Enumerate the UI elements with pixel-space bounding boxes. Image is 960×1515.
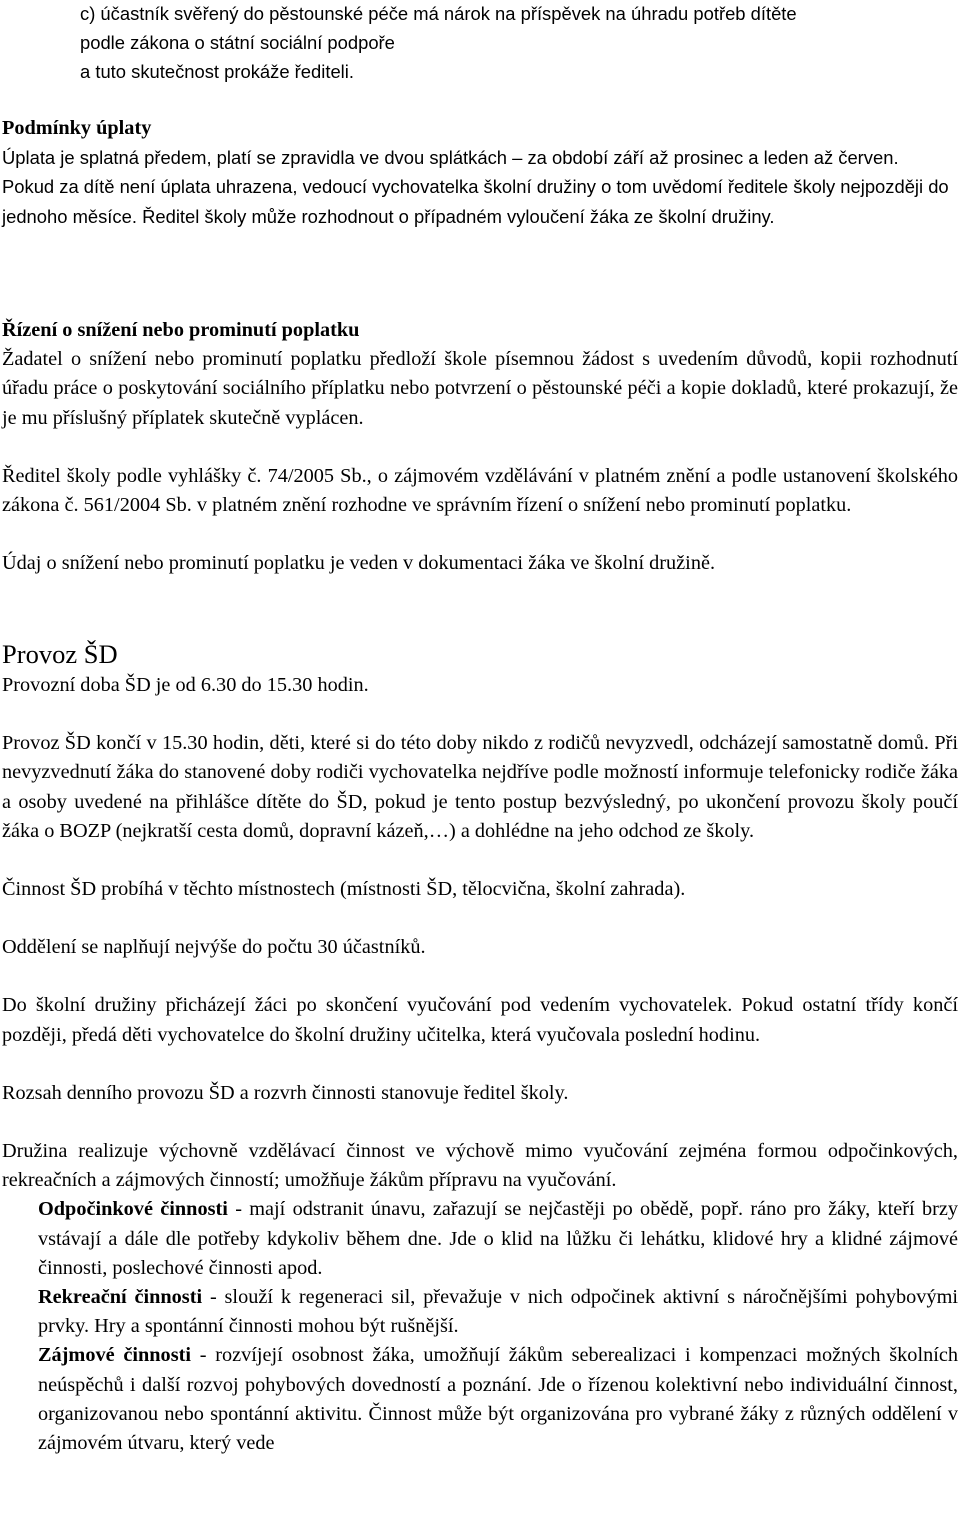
provoz-section: [2, 638, 958, 670]
activity-text: - mají odstranit únavu, zařazují se nejčastěji po obědě, popř. ráno pro žáky, kteří brzy vstávají a dále dle potřeby kdykoliv během dne. Jde o klid na lůžku či lehátku, klidové hry a klidné zájmové činnosti, poslechové činnosti apod.: [38, 1198, 958, 1279]
provoz-hours: Provozní doba ŠD je od 6.30 do 15.30 hodin.: [2, 674, 369, 696]
provoz-scope: Rozsah denního provozu ŠD a rozvrh činnosti stanovuje ředitel školy.: [2, 1081, 569, 1104]
activity-term: Odpočinkové činnosti: [38, 1198, 228, 1221]
continuation-line-2: podle zákona o státní sociální podpoře: [80, 32, 395, 54]
reduction-paragraph-1: Žadatel o snížení nebo prominutí poplatku předloží škole písemnou žádost s uvedením důvodů, kopii rozhodnutí úřadu práce o poskytování sociálního příplatku nebo potvrzení o pěstounské péči a kopie dokladů, které prokazují, že je mu příslušný příplatek skutečně vyplácen.: [2, 348, 958, 429]
payment-paragraph-1: Úplata je splatná předem, platí se zpravidla ve dvou splátkách – za období září až prosinec a leden až červen.: [2, 147, 899, 169]
reduction-section: [2, 316, 958, 578]
activity-term: Rekreační činnosti: [38, 1286, 203, 1309]
provoz-intro: Družina realizuje výchovně vzdělávací činnost ve výchově mimo vyučování zejména formou odpočinkových, rekreačních a zájmových činností; umožňuje žákům přípravu na vyučování.: [2, 1140, 958, 1192]
payment-heading: Podmínky úplaty: [2, 117, 152, 139]
activity-text: - rozvíjejí osobnost žáka, umožňují žákům seberealizaci i kompenzaci možných školních neúspěchů i další rozvoj pohybových dovedností a poznání. Jde o řízenou kolektivní nebo individuální činnost, organizovanou nebo spontánní aktivitu. Činnost může být organizována pro vybrané žáky z různých oddělení v zájmovém útvaru, který vede: [38, 1344, 958, 1455]
activity-term: Zájmové činnosti: [38, 1344, 191, 1367]
activity-item: [2, 1341, 958, 1458]
reduction-heading: Řízení o snížení nebo prominutí poplatku: [2, 319, 360, 341]
payment-paragraph-2a: Pokud za dítě není úplata uhrazena, vedoucí vychovatelka školní družiny o tom uvědomí ředitele školy nejpozději do jednoho měsíce.: [2, 176, 949, 227]
activity-item: [2, 1195, 958, 1283]
continuation-block: [2, 0, 958, 87]
provoz-end: Provoz ŠD končí v 15.30 hodin, děti, které si do této doby nikdo z rodičů nevyzvedl, odcházejí samostatně domů. Při nevyzvednutí žáka do stanovené doby rodiči vychovatelka nejdříve podle možností informuje telefonicky rodiče žáka a osoby uvedené na přihlášce dítěte do ŠD, pokud je tento postup bezvýsledný, po ukončení provozu školy poučí žáka o BOZP (nejkratší cesta domů, dopravní kázeň,…) a dohlédne na jeho odchod ze školy.: [2, 732, 958, 842]
reduction-paragraph-2: Ředitel školy podle vyhlášky č. 74/2005 Sb., o zájmovém vzdělávání v platném znění a podle ustanovení školského zákona č. 561/2004 Sb. v platném znění rozhodne ve správním řízení o snížení nebo prominutí poplatku.: [2, 464, 958, 517]
payment-paragraph-2: [2, 172, 958, 230]
payment-section: [2, 114, 958, 231]
payment-paragraph-2b: Ředitel školy může rozhodnout o případném vyloučení žáka ze školní družiny.: [142, 205, 775, 227]
provoz-groups: Oddělení se naplňují nejvýše do počtu 30 účastníků.: [2, 936, 426, 959]
activity-text: - slouží k regeneraci sil, převažuje v nich odpočinek aktivní s náročnějšími pohybovými prvky. Hry a spontánní činnosti mohou být rušnější.: [38, 1286, 958, 1338]
provoz-arrival: Do školní družiny přicházejí žáci po skončení vyučování pod vedením vychovatelek. Pokud ostatní třídy končí později, předá děti vychovatelce do školní družiny učitelka, která vyučovala poslední hodinu.: [2, 994, 958, 1046]
continuation-line-3: a tuto skutečnost prokáže řediteli.: [80, 61, 354, 83]
continuation-line-1: c) účastník svěřený do pěstounské péče má nárok na příspěvek na úhradu potřeb dítěte: [80, 3, 797, 24]
activity-item: [2, 1283, 958, 1341]
provoz-rooms: Činnost ŠD probíhá v těchto místnostech (místnosti ŠD, tělocvična, školní zahrada).: [2, 878, 686, 901]
reduction-paragraph-3: Údaj o snížení nebo prominutí poplatku je veden v dokumentaci žáka ve školní družině.: [2, 552, 716, 575]
provoz-heading: Provoz ŠD: [2, 639, 118, 669]
provoz-body: [2, 671, 958, 1458]
